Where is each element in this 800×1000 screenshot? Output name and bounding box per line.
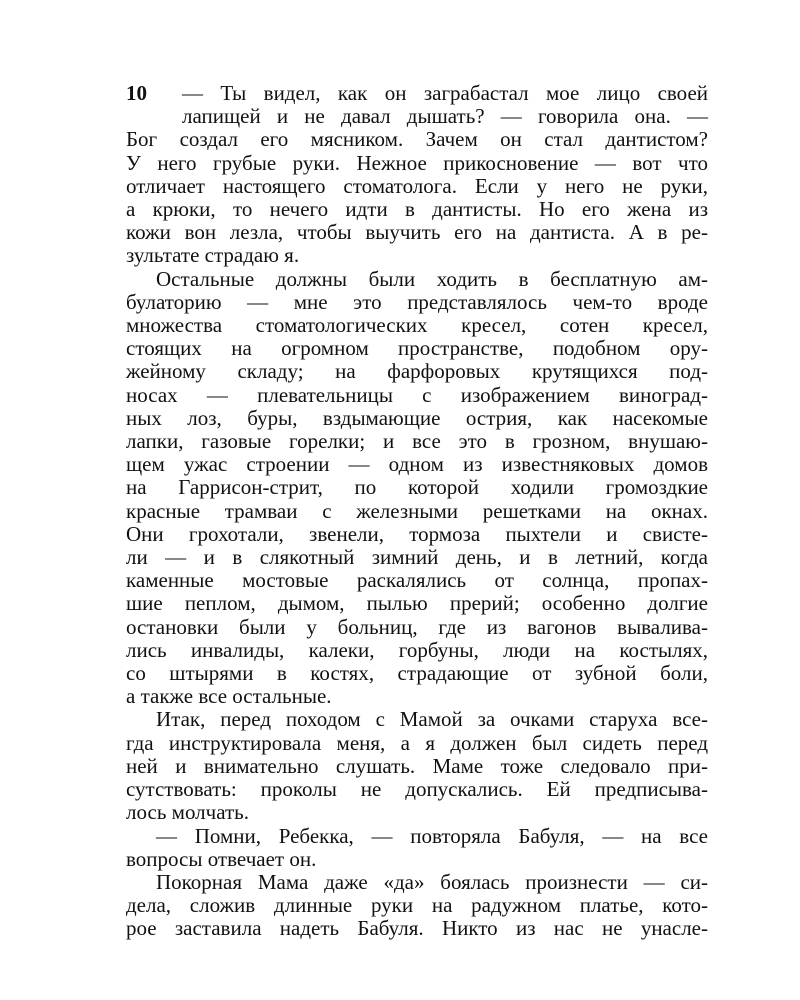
text-line: жейному складу; на фарфоровых крутящихся под- xyxy=(126,359,708,384)
text-line: щем ужас строении — одном из известняковых домов xyxy=(126,452,708,477)
paragraph-4 xyxy=(126,825,708,871)
text-line: лись инвалиды, калеки, горбуны, люди на костылях, xyxy=(126,637,708,662)
text-line: сутствовать: проколы не допускались. Ей предписыва- xyxy=(126,777,708,802)
text-line: ных лоз, буры, вздымающие острия, как насекомые xyxy=(126,405,708,430)
text-line: вопросы отвечает он. xyxy=(126,846,317,871)
text-line: кожи вон лезла, чтобы выучить его на дантиста. А в ре- xyxy=(126,220,708,245)
text-line: Остальные должны были ходить в бесплатную ам- xyxy=(156,266,708,291)
text-line: со штырями в костях, страдающие от зубной боли, xyxy=(126,661,708,686)
book-page xyxy=(126,81,708,941)
text-line: красные трамваи с железными решетками на окнах. xyxy=(126,498,708,523)
text-line: булаторию — мне это представлялось чем-то вроде xyxy=(126,289,708,314)
text-line: остановки были у больниц, где из вагонов вывалива- xyxy=(126,614,708,639)
text-line: ли — и в слякотный зимний день, и в летний, когда xyxy=(126,545,708,570)
paragraph-5 xyxy=(126,871,708,941)
text-line: Итак, перед походом с Мамой за очками старуха все- xyxy=(156,707,708,732)
text-line: лось молчать. xyxy=(126,800,249,825)
text-line: лапищей и не давал дышать? — говорила она. — xyxy=(182,104,708,129)
text-line: стоящих на огромном пространстве, подобном ору- xyxy=(126,336,708,361)
text-line: гда инструктировала меня, а я должен был сидеть перед xyxy=(126,730,708,755)
text-line: — Помни, Ребекка, — повторяла Бабуля, — на все xyxy=(156,823,708,848)
text-line: ней и внимательно слушать. Маме тоже следовало при- xyxy=(126,753,708,778)
text-line: каменные мостовые раскалялись от солнца, пропах- xyxy=(126,568,708,593)
text-line: на Гаррисон-стрит, по которой ходили громоздкие xyxy=(126,475,708,500)
text-line: а также все остальные. xyxy=(126,684,332,709)
text-line: Они грохотали, звенели, тормоза пыхтели и свисте- xyxy=(126,521,708,546)
text-line: Бог создал его мясником. Зачем он стал дантистом? xyxy=(126,127,708,152)
text-line: лапки, газовые горелки; и все это в грозном, внушаю- xyxy=(126,429,708,454)
text-line: а крюки, то нечего идти в дантисты. Но его жена из xyxy=(126,197,708,222)
text-line: рое заставила надеть Бабуля. Никто из нас не унасле- xyxy=(126,916,708,941)
text-line: — Ты видел, как он заграбастал мое лицо своей xyxy=(182,81,708,105)
text-line: У него грубые руки. Нежное прикосновение — вот что xyxy=(126,150,708,175)
text-line: отличает настоящего стоматолога. Если у него не руки, xyxy=(126,173,708,198)
page-number: 10 xyxy=(126,81,147,105)
text-line: дела, сложив длинные руки на радужном платье, кото- xyxy=(126,893,708,918)
paragraph-2 xyxy=(126,268,708,709)
paragraph-1 xyxy=(126,82,708,268)
paragraph-3 xyxy=(126,708,708,824)
text-line: Покорная Мама даже «да» боялась произнести — си- xyxy=(156,869,708,894)
text-line: зультате страдаю я. xyxy=(126,243,300,268)
text-line: шие пеплом, дымом, пылью прерий; особенно долгие xyxy=(126,591,708,616)
text-line: множества стоматологических кресел, сотен кресел, xyxy=(126,313,708,338)
text-line: носах — плевательницы с изображением виноград- xyxy=(126,382,708,407)
